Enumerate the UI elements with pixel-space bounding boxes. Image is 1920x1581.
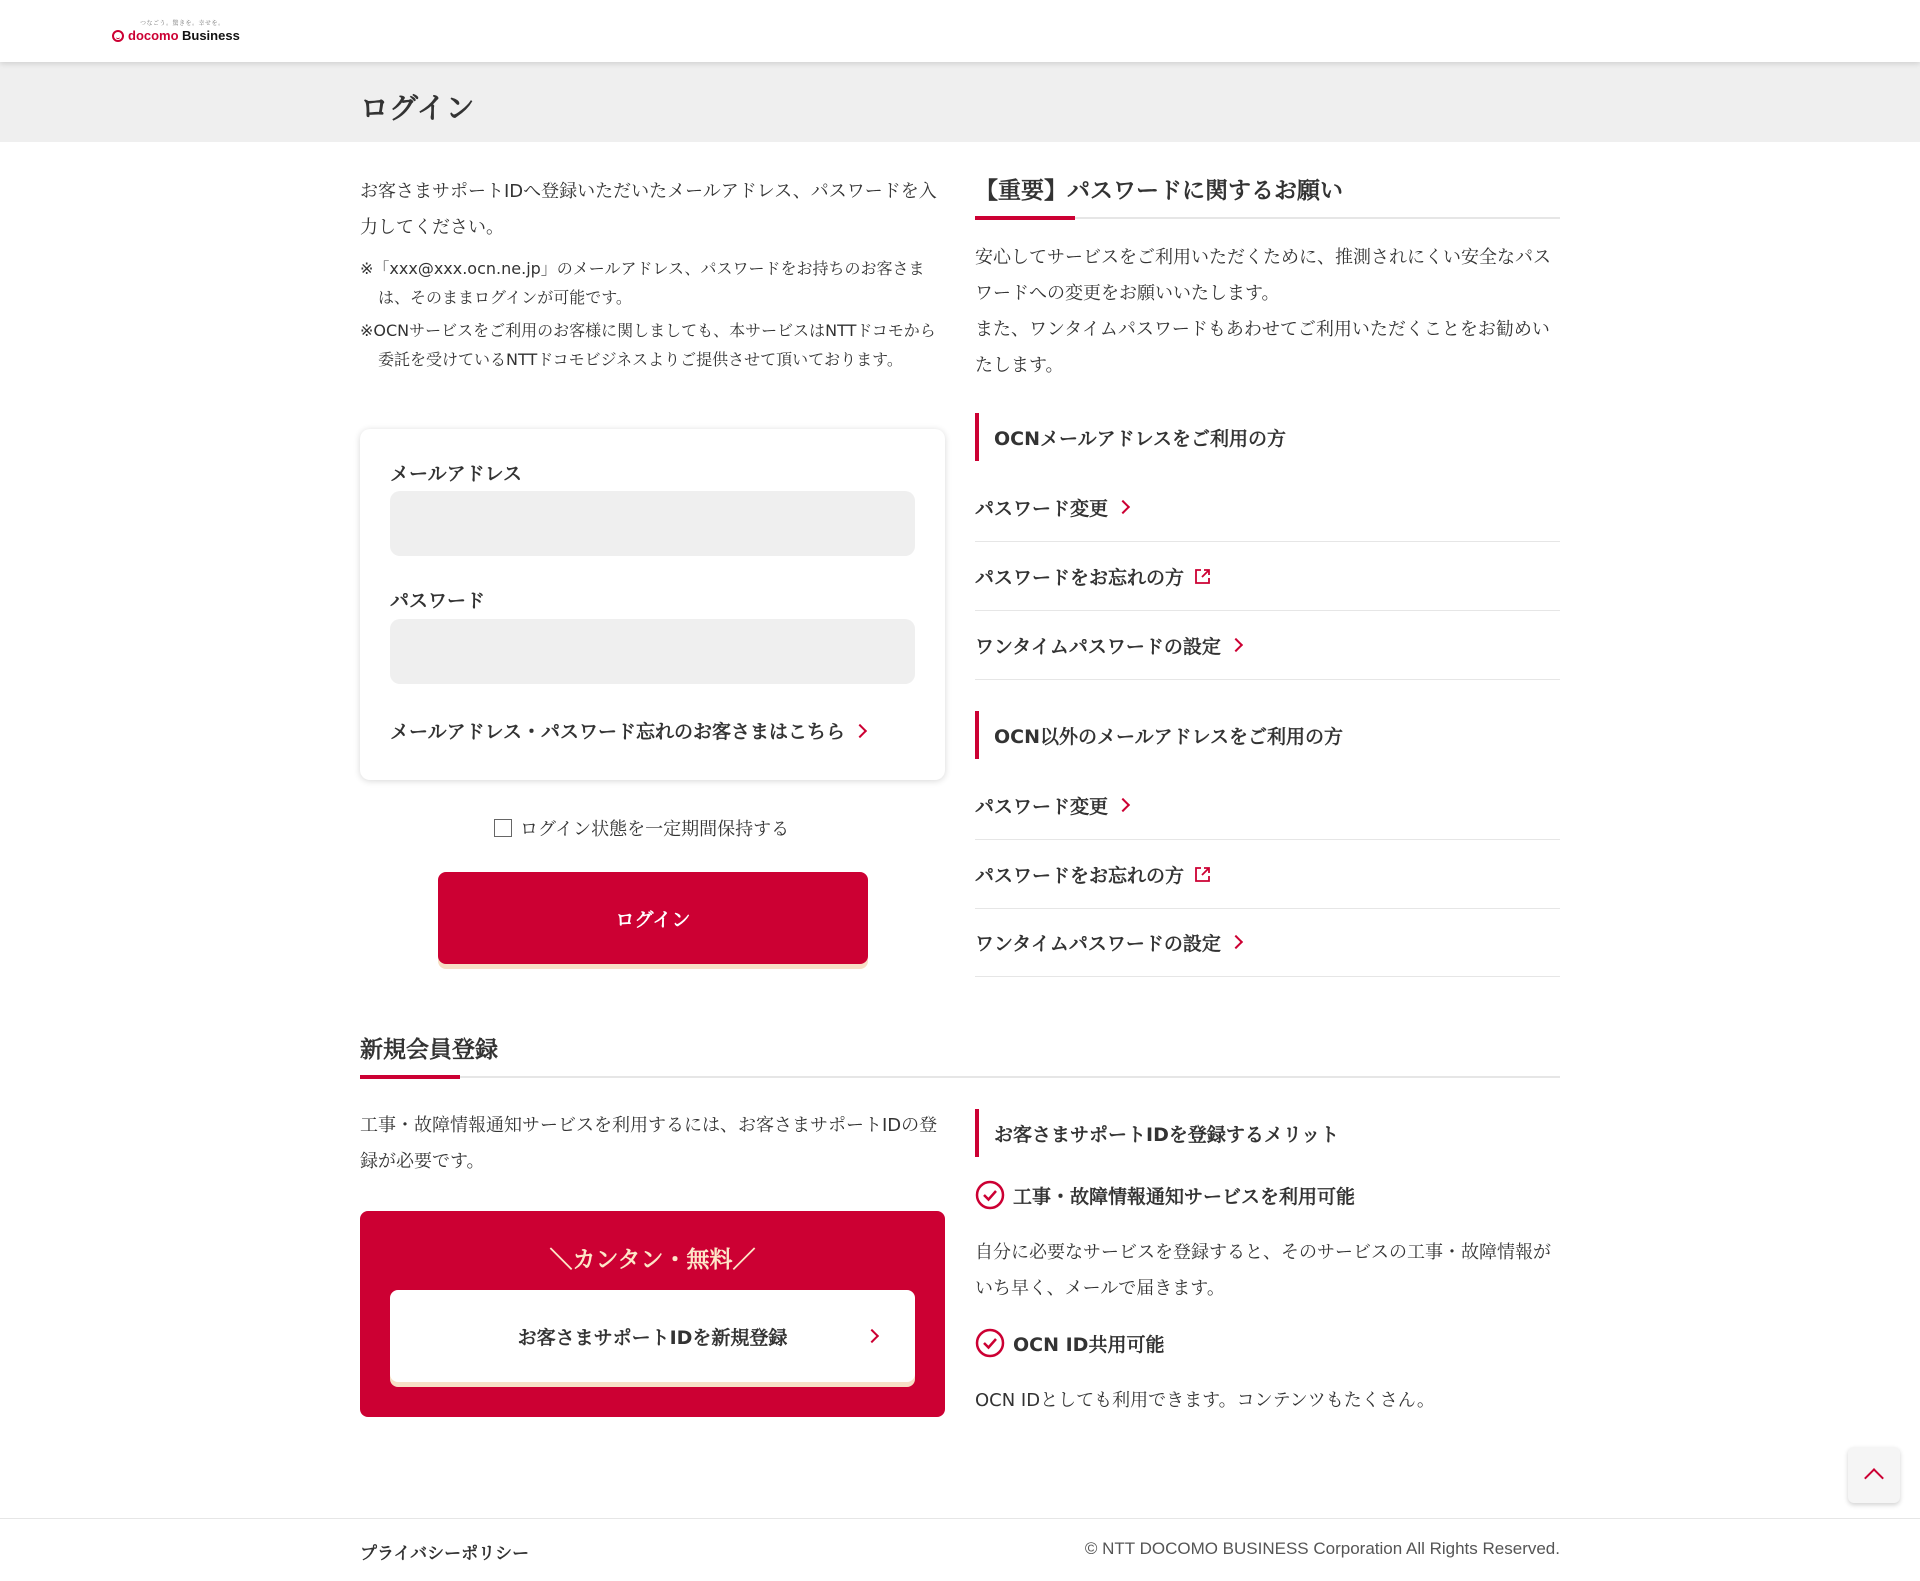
link-label: パスワード変更 (975, 497, 1109, 520)
login-button[interactable]: ログイン (438, 872, 868, 964)
check-circle-icon (975, 1328, 1005, 1358)
register-box (360, 1211, 945, 1417)
other-mail-group-heading (975, 711, 1343, 759)
external-link-icon (1194, 866, 1211, 883)
docomo-mark-icon (112, 30, 124, 42)
merit-title-1: 工事・故障情報通知サービスを利用可能 (1013, 1185, 1356, 1208)
merit-title-2: OCN ID共用可能 (1013, 1333, 1165, 1356)
chevron-right-icon (853, 723, 867, 737)
important-text (975, 240, 1560, 384)
chevron-right-icon (1116, 798, 1130, 812)
page-title: ログイン (360, 91, 475, 125)
checkbox-icon[interactable] (494, 819, 512, 837)
link-label: ワンタイムパスワードの設定 (975, 635, 1221, 658)
merits-heading-label: お客さまサポートIDを登録するメリット (994, 1123, 1340, 1146)
important-text-2: また、ワンタイムパスワードもあわせてご利用いただくことをお勧めいたします。 (975, 319, 1550, 376)
logo-tagline: つなごう。驚きを。幸せを。 (140, 20, 225, 27)
logo-docomo-text: docomo (128, 28, 179, 43)
merit-item-2 (975, 1328, 1164, 1358)
site-footer (0, 1518, 1920, 1581)
remember-login-label: ログイン状態を一定期間保持する (520, 819, 790, 840)
logo-business-text: Business (182, 28, 240, 43)
important-text-1: 安心してサービスをご利用いただくために、推測されにくい安全なパスワードへの変更をお願いいたします。 (975, 247, 1551, 304)
merits-heading (975, 1109, 1339, 1157)
register-heading: 新規会員登録 (360, 1037, 498, 1063)
link-label: ワンタイムパスワードの設定 (975, 932, 1221, 955)
forgot-credentials-link[interactable] (390, 717, 865, 744)
ocn-mail-group-label: OCNメールアドレスをご利用の方 (994, 427, 1287, 450)
merit-text-1: 自分に必要なサービスを登録すると、そのサービスの工事・故障情報がいち早く、メールで届きます。 (975, 1242, 1551, 1299)
external-link-icon (1194, 568, 1211, 585)
chevron-right-icon (1116, 500, 1130, 514)
site-header (0, 0, 1920, 62)
important-heading: 【重要】パスワードに関するお願い (975, 178, 1343, 204)
chevron-right-icon (1229, 638, 1243, 652)
chevron-up-icon (1864, 1468, 1884, 1488)
chevron-right-icon (865, 1329, 879, 1343)
register-catchphrase: ＼カンタン・無料／ (549, 1247, 756, 1273)
ocn-onetime-password-link[interactable] (975, 611, 1560, 680)
merit-text-2: OCN IDとしても利用できます。コンテンツもたくさん。 (975, 1390, 1435, 1411)
check-circle-icon (975, 1180, 1005, 1210)
register-accent-bar (360, 1075, 460, 1079)
other-mail-group-label: OCN以外のメールアドレスをご利用の方 (994, 725, 1344, 748)
register-button-label: お客さまサポートIDを新規登録 (517, 1326, 788, 1349)
register-divider (360, 1076, 1560, 1078)
forgot-credentials-label: メールアドレス・パスワード忘れのお客さまはこちら (390, 721, 846, 743)
intro-text: お客さまサポートIDへ登録いただいたメールアドレス、パスワードを入力してください。 (360, 181, 937, 238)
ocn-password-change-link[interactable] (975, 473, 1560, 542)
other-onetime-password-link[interactable] (975, 908, 1560, 977)
chevron-right-icon (1229, 935, 1243, 949)
ocn-mail-group-heading (975, 413, 1286, 461)
email-field[interactable] (390, 491, 915, 556)
docomo-business-logo[interactable] (112, 18, 242, 46)
password-label: パスワード (390, 590, 486, 612)
register-text: 工事・故障情報通知サービスを利用するには、お客さまサポートIDの登録が必要です。 (360, 1115, 938, 1172)
intro-note-1: ※「xxx@xxx.ocn.ne.jp」のメールアドレス、パスワードをお持ちのお客さまは、そのままログインが可能です。 (360, 259, 925, 307)
copyright-text: © NTT DOCOMO BUSINESS Corporation All Rights Reserved. (1084, 1539, 1560, 1558)
back-to-top-button[interactable] (1848, 1447, 1900, 1503)
merit-item-1 (975, 1180, 1355, 1210)
link-label: パスワードをお忘れの方 (975, 864, 1185, 887)
title-band (0, 62, 1920, 142)
other-forgot-password-link[interactable] (975, 840, 1560, 909)
intro-note-2: ※OCNサービスをご利用のお客様に関しましても、本サービスはNTTドコモから委託を受けているNTTドコモビジネスよりご提供させて頂いております。 (360, 321, 936, 369)
link-label: パスワード変更 (975, 795, 1109, 818)
remember-login-checkbox[interactable] (494, 815, 789, 841)
password-field[interactable] (390, 619, 915, 684)
privacy-policy-link[interactable]: プライバシーポリシー (360, 1544, 530, 1564)
heading-accent-bar (975, 216, 1075, 220)
email-label: メールアドレス (390, 463, 523, 485)
ocn-forgot-password-link[interactable] (975, 542, 1560, 611)
other-password-change-link[interactable] (975, 771, 1560, 840)
register-button[interactable] (390, 1290, 915, 1382)
link-label: パスワードをお忘れの方 (975, 566, 1185, 589)
login-card (360, 429, 945, 780)
